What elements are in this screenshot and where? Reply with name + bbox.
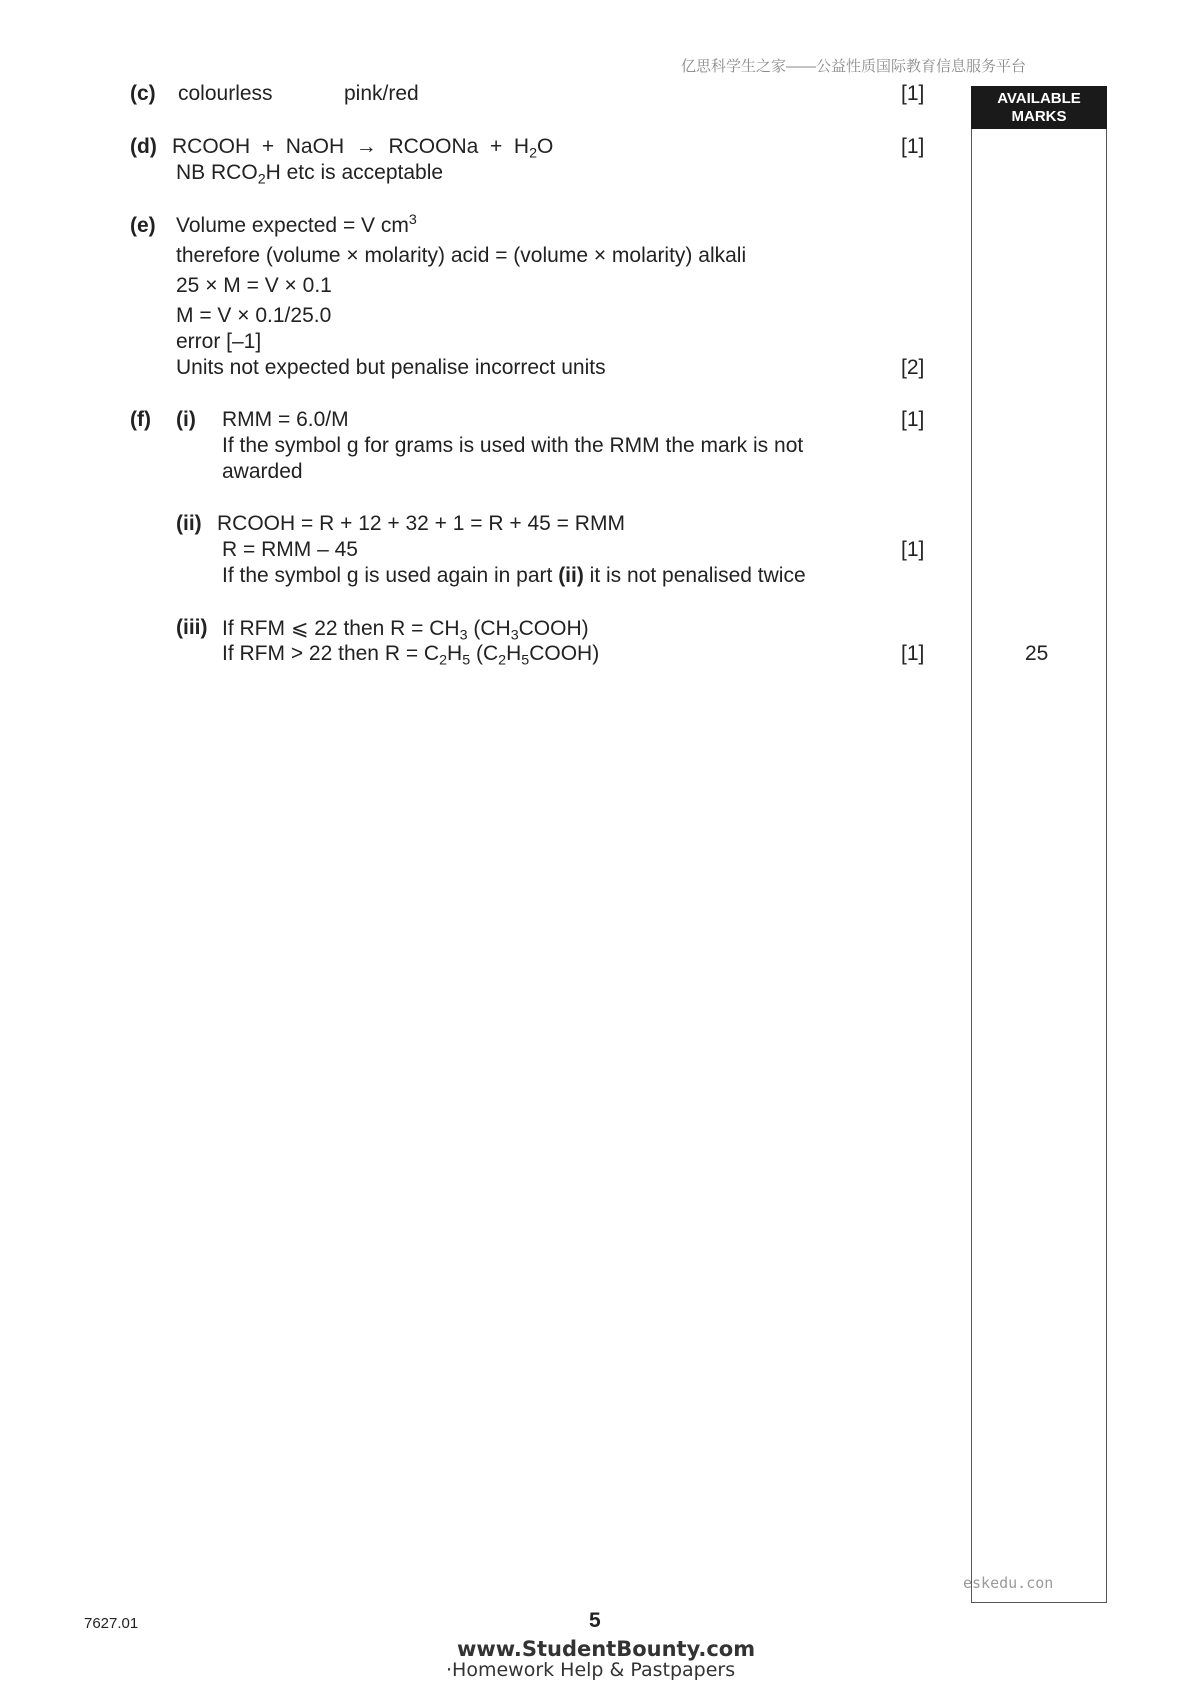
marks-header-line1: AVAILABLE (997, 90, 1081, 107)
part-e-mark: [2] (901, 356, 925, 379)
part-f-ii-mark: [1] (901, 538, 925, 561)
part-d-product: RCOONa + H (388, 135, 530, 158)
iii-l2-s1: 2 (439, 652, 448, 669)
part-f-ii-line1: RCOOH = R + 12 + 32 + 1 = R + 45 = RMM (217, 512, 625, 535)
part-e-line2: therefore (volume × molarity) acid = (volume × molarity) alkali (176, 244, 747, 267)
iii-l2-a: If RFM > 22 then R = C (222, 642, 440, 665)
iii-l2-s2: 5 (462, 652, 471, 669)
part-e-line1 (176, 214, 417, 238)
part-c-text2: pink/red (344, 82, 419, 105)
iii-l2-s4: 5 (521, 652, 530, 669)
iii-l2-c: (C (470, 642, 499, 665)
part-e-line5: error [–1] (176, 330, 262, 353)
page-number: 5 (589, 1609, 601, 1632)
part-e-line4: M = V × 0.1/25.0 (176, 304, 332, 327)
part-e-line3: 25 × M = V × 0.1 (176, 274, 332, 297)
part-d-reactants: RCOOH + NaOH (172, 135, 345, 158)
part-d-note-sub: 2 (257, 171, 266, 188)
available-marks-header (971, 86, 1107, 129)
part-f-ii-label: (ii) (176, 512, 202, 535)
part-d-label: (d) (130, 135, 157, 158)
part-d-product-sub: 2 (529, 145, 538, 162)
part-c-text1: colourless (178, 82, 273, 105)
part-f-ii-line3-post: it is not penalised twice (583, 564, 806, 587)
part-d-mark: [1] (901, 135, 925, 158)
part-f-i-line3: awarded (222, 460, 303, 483)
part-f-iii-line1 (222, 616, 589, 644)
part-f-label: (f) (130, 408, 151, 431)
part-f-iii-label: (iii) (176, 616, 208, 639)
available-marks-column (971, 86, 1107, 1603)
watermark-top: 亿思科学生之家——公益性质国际教育信息服务平台 (681, 58, 1027, 75)
part-f-iii-line2 (222, 642, 600, 669)
part-f-i-label: (i) (176, 408, 196, 431)
part-d-note-post: H etc is acceptable (265, 161, 444, 184)
part-c-mark: [1] (901, 82, 925, 105)
arrow-icon: → (355, 135, 377, 158)
iii-l2-d: H (506, 642, 522, 665)
footer-site-link[interactable]: www.StudentBounty.com (457, 1637, 756, 1661)
part-f-ii-line3-pre: If the symbol g is used again in part (222, 564, 559, 587)
part-d-note-pre: NB RCO (176, 161, 258, 184)
part-f-i-mark: [1] (901, 408, 925, 431)
part-e-line1-sup: 3 (408, 212, 417, 229)
iii-l1-s1: 3 (459, 627, 468, 644)
iii-l1-b: (CH (467, 617, 511, 640)
part-f-ii-line3 (222, 564, 806, 588)
available-total: 25 (1025, 642, 1049, 665)
part-f-ii-line3-bold: (ii) (558, 564, 584, 587)
part-e-label: (e) (130, 214, 156, 237)
footer-code: 7627.01 (84, 1615, 139, 1632)
marks-header-line2: MARKS (1011, 108, 1067, 125)
iii-l1-a: If RFM ⩽ 22 then R = CH (222, 617, 460, 640)
part-c-label: (c) (130, 82, 156, 105)
part-f-i-line2: If the symbol g for grams is used with the RMM the mark is not (222, 434, 804, 457)
part-e-line6: Units not expected but penalise incorrect units (176, 356, 606, 379)
part-f-i-line1: RMM = 6.0/M (222, 408, 349, 431)
part-f-iii-mark: [1] (901, 642, 925, 665)
footer-tagline: ·Homework Help & Pastpapers (446, 1659, 736, 1681)
iii-l1-c: COOH) (518, 617, 589, 640)
iii-l2-s3: 2 (498, 652, 507, 669)
part-e-line1-text: Volume expected = V cm (176, 214, 409, 237)
iii-l2-e: COOH) (529, 642, 600, 665)
part-d-product-end: O (537, 135, 554, 158)
part-f-ii-line2: R = RMM – 45 (222, 538, 358, 561)
part-d-note (176, 161, 444, 188)
part-d-equation (172, 135, 554, 162)
watermark-bottom: eskedu.con (963, 1574, 1054, 1592)
iii-l1-s2: 3 (510, 627, 519, 644)
iii-l2-b: H (447, 642, 463, 665)
